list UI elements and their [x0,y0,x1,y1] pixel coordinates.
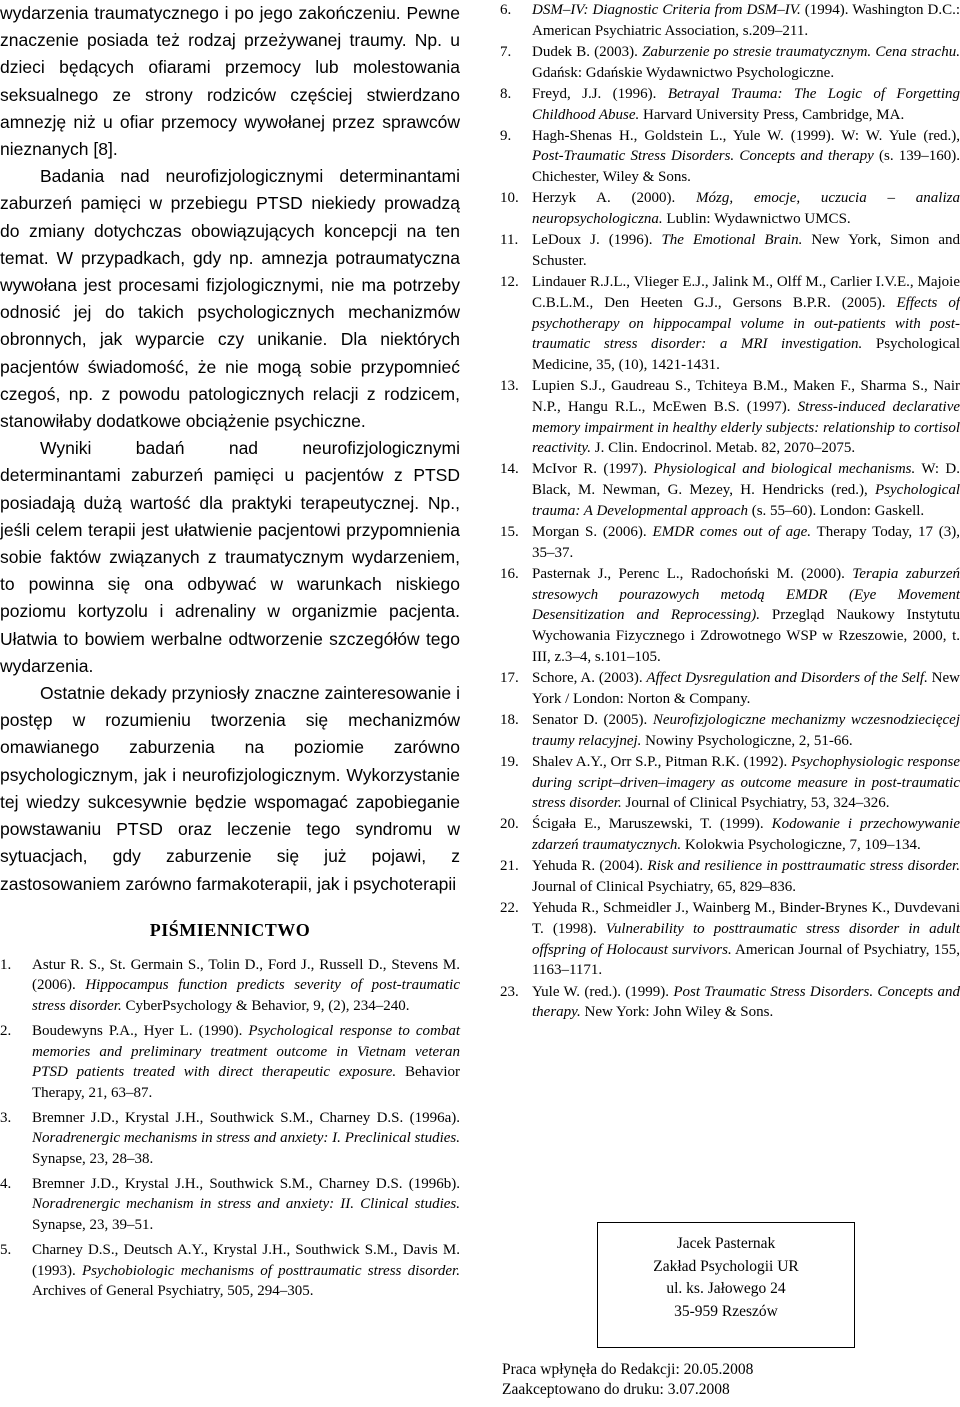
reference-item: 18. Senator D. (2005). Neurofizjologiczne mechanizmy wczesnodziecięcej traumy relacyjnej. Nowiny Psychologiczne, 2, 51-66. [500,711,960,749]
reference-item: 17. Schore, A. (2003). Affect Dysregulation and Disorders of the Self. New York / London: Norton & Company. [500,670,960,707]
reference-item: 3. Bremner J.D., Krystal J.H., Southwick S.M., Charney D.S. (1996a). Noradrenergic mechanisms in stress and anxiety: I. Preclinical studies. Synapse, 23, 28–38. [0,1109,460,1168]
reference-item: 21. Yehuda R. (2004). Risk and resilience in posttraumatic stress disorder. Journal of Clinical Psychiatry, 65, 829–836. [500,858,960,896]
reference-item: 15. Morgan S. (2006). EMDR comes out of age. Therapy Today, 17 (3), 35–37. [500,524,960,561]
references-list-right [500,0,960,1023]
reference-item: 4. Bremner J.D., Krystal J.H., Southwick S.M., Charney D.S. (1996b). Noradrenergic mechanism in stress and anxiety: II. Clinical studies. Synapse, 23, 39–51. [0,1175,460,1234]
reference-item: 14. McIvor R. (1997). Physiological and biological mechanisms. W: D. Black, M. Newman, G. Mezey, H. Hendricks (red.), Psychological trauma: A Developmental approach (s. 55–60). London: Gaskell. [500,461,960,519]
author-department: Zakład Psychologii UR [653,1257,799,1275]
references-list-left [0,955,460,1302]
reference-item: 5. Charney D.S., Deutsch A.Y., Krystal J.H., Southwick S.M., Davis M. (1993). Psychobiologic mechanisms of posttraumatic stress disorder. Archives of General Psychiatry, 505, 294–305. [0,1241,460,1300]
received-date: Praca wpłynęła do Redakcji: 20.05.2008 [502,1361,754,1378]
reference-item: 12. Lindauer R.J.L., Vlieger E.J., Jalink M., Olff M., Carlier I.V.E., Majoie C.B.L.M., Den Heeten G.J., Gersons B.P.R. (2005). Effects of psychotherapy on hippocampal volume in out-patients with post-traumatic stress disorder: a MRI investigation. Psychological Medicine, 35, (10), 1421-1431. [500,274,960,373]
reference-item: 23. Yule W. (red.). (1999). Post Traumatic Stress Disorders. Concepts and therapy. New York: John Wiley & Sons. [500,983,960,1021]
left-column [0,0,460,1302]
reference-item: 13. Lupien S.J., Gaudreau S., Tchiteya B.M., Maken F., Sharma S., Nair N.P., Hangu R.L., McEwen B.S. (1997). Stress-induced declarative memory impairment in healthy elderly subjects: relationship to cortisol reactivity. J. Clin. Endocrinol. Metab. 82, 2070–2075. [500,378,960,457]
author-street: ul. ks. Jałowego 24 [666,1280,786,1297]
reference-item: 6. DSM–IV: Diagnostic Criteria from DSM–IV. (1994). Washington D.C.: American Psychiatric Association, s.209–211. [500,2,960,39]
reference-item: 1. Astur R. S., St. Germain S., Tolin D., Ford J., Russell D., Stevens M. (2006). Hippocampus function predicts severity of post-traumatic stress disorder. CyberPsychology & Behavior, 9, (2), 234–240. [0,956,460,1015]
reference-item: 7. Dudek B. (2003). Zaburzenie po stresie traumatycznym. Cena strachu. Gdańsk: Gdańskie Wydawnictwo Psychologiczne. [500,43,960,81]
paragraph-3: Wyniki badań nad neurofizjologicznymi determinantami zaburzeń pamięci u pacjentów z PTSD posiadają dużą wartość dla praktyki terapeutycznej. Np., jeśli celem terapii jest ułatwienie pacjentowi przypomnienia sobie faktów związanych z traumatycznym wydarzeniem, to powinna się ona odbywać w warunkach niskiego poziomu kortyzolu i adrenaliny w organizmie pacjenta. Ułatwia to bowiem werbalne odtworzenie szczegółów tego wydarzenia. [0,438,460,676]
author-name: Jacek Pasternak [676,1235,776,1252]
reference-item: 20. Ścigała E., Maruszewski, T. (1999). Kodowanie i przechowywanie zdarzeń traumatycznych. Kolokwia Psychologiczne, 7, 109–134. [500,816,960,854]
author-city: 35-959 Rzeszów [674,1302,778,1320]
reference-item: 22. Yehuda R., Schmeidler J., Wainberg M., Binder-Brynes K., Duvdevani T. (1998). Vulnerability to posttraumatic stress disorder in adult offspring of Holocaust survivors. American Journal of Psychiatry, 155, 1163–1171. [500,900,960,979]
reference-item: 9. Hagh-Shenas H., Goldstein L., Yule W. (1999). W: W. Yule (red.), Post-Traumatic Stress Disorders. Concepts and therapy (s. 139–160). Chichester, Wiley & Sons. [500,127,960,186]
author-address-box [597,1222,855,1348]
reference-item: 8. Freyd, J.J. (1996). Betrayal Trauma: The Logic of Forgetting Childhood Abuse. Harvard University Press, Cambridge, MA. [500,85,960,123]
right-column [500,0,960,1023]
reference-item: 10. Herzyk A. (2000). Mózg, emocje, uczucia – analiza neuropsychologiczna. Lublin: Wydawnictwo UMCS. [500,190,960,228]
reference-item: 11. LeDoux J. (1996). The Emotional Brain. New York, Simon and Schuster. [500,232,960,269]
submission-dates [502,1360,922,1400]
accepted-date: Zaakceptowano do druku: 3.07.2008 [502,1381,730,1398]
paragraph-1: wydarzenia traumatycznego i po jego zakończeniu. Pewne znaczenie posiada też rodzaj przeżywanej traumy. Np. u dzieci będących ofiarami przemocy lub molestowania seksualnego ze strony rodziców częściej stwierdzano amnezję niż u ofiar przemocy wywołanej przez sprawców nieznanych [8]. [0,3,460,160]
reference-item: 2. Boudewyns P.A., Hyer L. (1990). Psychological response to combat memories and preliminary treatment outcome in Vietnam veteran PTSD patients treated with direct therapeutic exposure. Behavior Therapy, 21, 63–87. [0,1022,461,1101]
paragraph-2: Badania nad neurofizjologicznymi determinantami zaburzeń pamięci w przebiegu PTSD niekiedy prowadzą do zmiany dotychczas obowiązujących koncepcji na ten temat. W przypadkach, gdy np. amnezja potraumatyczna wywołana jest procesami fizjologicznymi, nie ma potrzeby odnosić jej do takich psychologicznych mechanizmów obronnych, jak wyparcie czy unikanie. Dla niektórych pacjentów świadomość, że nie mogą sobie przypomnieć czegoś, np. z powodu patologicznych relacji z rodzicem, stanowiłaby dodatkowe obciążenie psychiczne. [0,166,460,432]
paragraph-4: Ostatnie dekady przyniosły znaczne zainteresowanie i postęp w rozumieniu tworzenia się mechanizmów omawianego zaburzenia na poziomie zarówno psychologicznym, jak i neurofizjologicznym. Wykorzystanie tej wiedzy sukcesywnie będzie wspomagać zapobieganie powstawaniu PTSD oraz leczenie tego syndromu w sytuacjach, gdy zaburzenie się już pojawi, z zastosowaniem zarówno farmakoterapii, jak i psychoterapii [0,683,460,894]
reference-item: 16. Pasternak J., Perenc L., Radochoński M. (2000). Terapia zaburzeń stresowych pourazowych metodą EMDR (Eye Movement Desensitization and Reprocessing). Przegląd Naukowy Instytutu Wychowania Fizycznego i Zdrowotnego WSP w Rzeszowie, 2000, t. III, z.3–4, s.101–105. [500,565,960,665]
reference-item: 19. Shalev A.Y., Orr S.P., Pitman R.K. (1992). Psychophysiologic response during script–driven–imagery as outcome measure in post-traumatic stress disorder. Journal of Clinical Psychiatry, 53, 324–326. [500,753,960,812]
references-heading: PIŚMIENNICTWO [149,919,311,940]
